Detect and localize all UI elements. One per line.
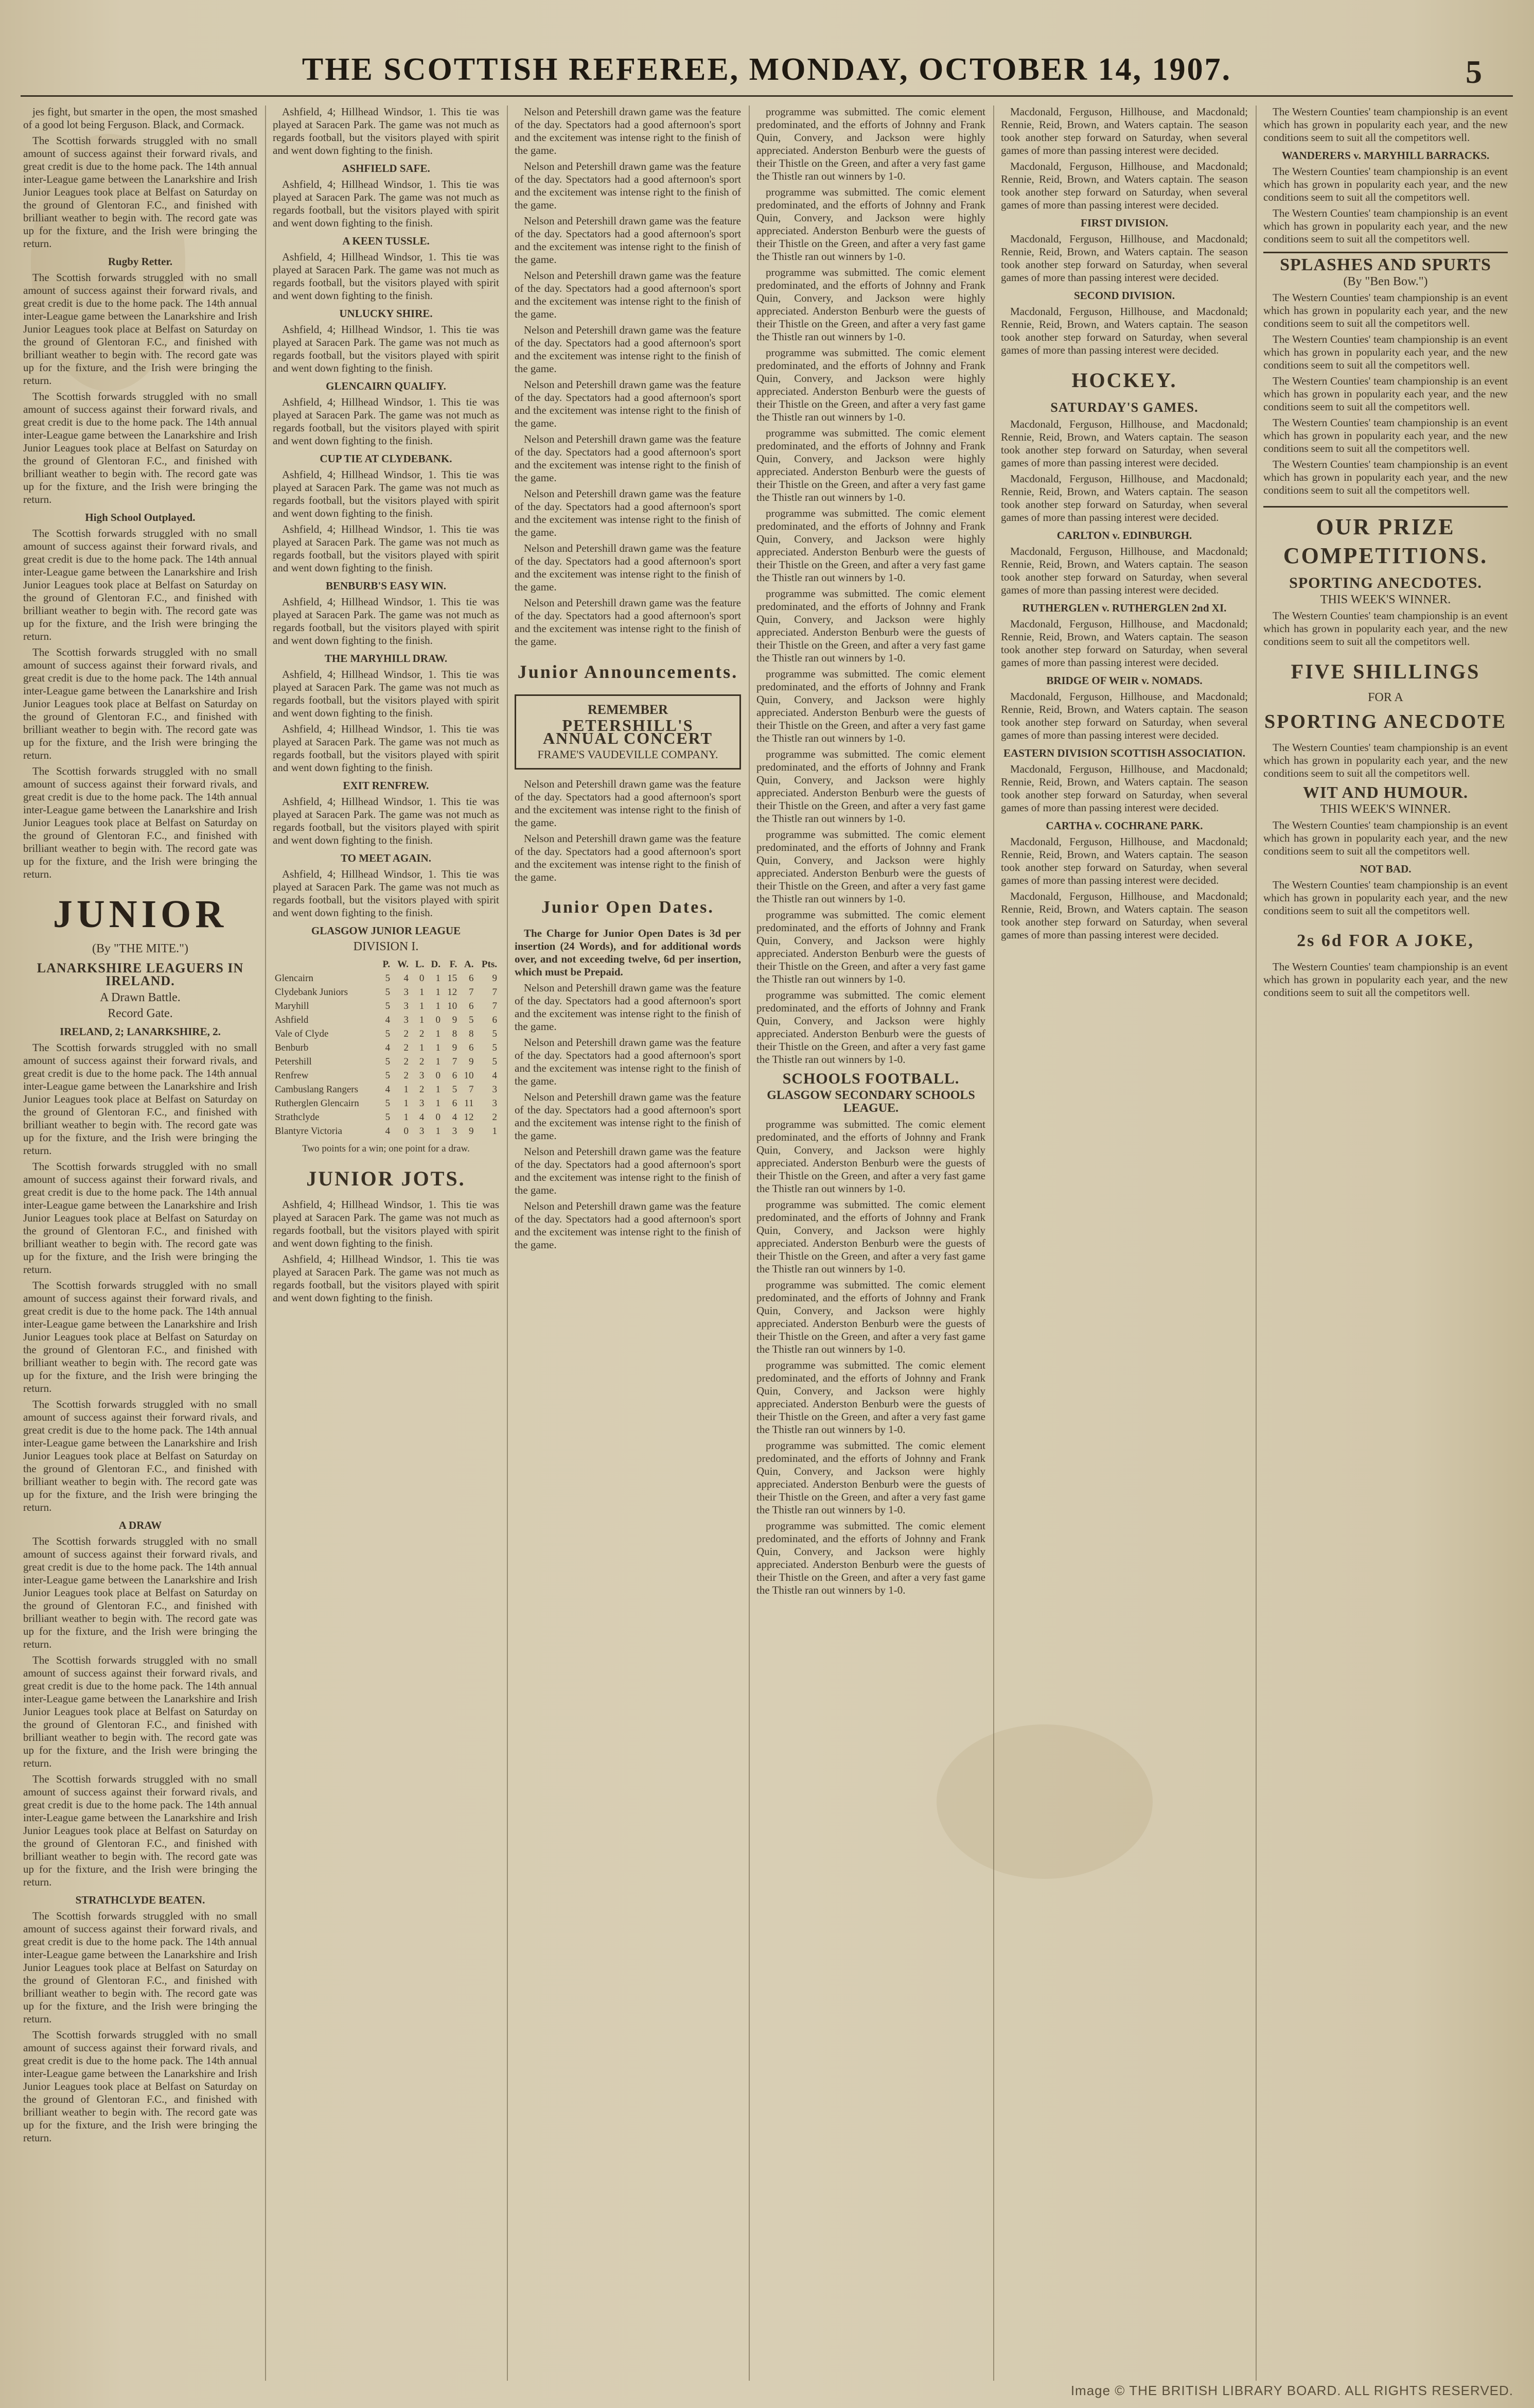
table-cell: 5 bbox=[468, 1015, 474, 1025]
col2-body: Ashfield, 4; Hillhead Windsor, 1. This tie was played at Saracen Park. The game was not much as regards football, but the visitors played with spirit and went down fighting to the finish. bbox=[273, 106, 499, 156]
league-column-header: A. bbox=[464, 959, 474, 970]
table-cell: 5 bbox=[492, 1028, 497, 1039]
col4-body: programme was submitted. The comic element predominated, and the efforts of Johnny and Frank Quin, Convery, and Jackson were highly appreciated. Anderston Benburb were the guests of their Thistle on the Green, and after a very fast game the Thistle ran out winners by 1-0. bbox=[756, 427, 985, 503]
col5-body: Macdonald, Ferguson, Hillhouse, and Macdonald; Rennie, Reid, Brown, and Waters captain. The season took another step forward on Saturday, when several games of more than passing interest were decided. bbox=[1001, 160, 1248, 211]
table-cell: 6 bbox=[492, 1015, 497, 1025]
splashes-title: SPLASHES AND SPURTS bbox=[1263, 252, 1508, 271]
col2-body: Ashfield, 4; Hillhead Windsor, 1. This tie was played at Saracen Park. The game was not much as regards football, but the visitors played with spirit and went down fighting to the finish. bbox=[273, 596, 499, 647]
table-cell: 3 bbox=[419, 1126, 425, 1137]
col1-intro: jes fight, but smarter in the open, the most smashed of a good lot being Ferguson. Black, and Cormack. bbox=[23, 106, 257, 131]
col3-body: Nelson and Petershill drawn game was the feature of the day. Spectators had a good afternoon's sport and the excitement was intense right to the finish of the game. bbox=[515, 1145, 741, 1196]
table-cell: 7 bbox=[452, 1056, 457, 1067]
heading-cartha-cochrane: CARTHA v. COCHRANE PARK. bbox=[1046, 819, 1203, 832]
col2-body: Ashfield, 4; Hillhead Windsor, 1. This tie was played at Saracen Park. The game was not much as regards football, but the visitors played with spirit and went down fighting to the finish. bbox=[273, 251, 499, 302]
table-cell: 1 bbox=[435, 973, 440, 984]
heading-cup-tie: CUP TIE AT CLYDEBANK. bbox=[320, 452, 452, 465]
table-cell: 1 bbox=[435, 1084, 440, 1095]
table-cell: 3 bbox=[403, 1015, 409, 1025]
col5-body: Macdonald, Ferguson, Hillhouse, and Macdonald; Rennie, Reid, Brown, and Waters captain. The season took another step forward on Saturday, when several games of more than passing interest were decided. bbox=[1001, 305, 1248, 356]
table-cell: 1 bbox=[435, 1126, 440, 1137]
table-cell: 5 bbox=[452, 1084, 457, 1095]
col1-body: The Scottish forwards struggled with no small amount of success against their forward rivals, and great credit is due to the home pack. The 14th annual inter-League game between the Lanarkshire and Irish Junior Leagues took place at Belfast on Saturday on the ground of Glentoran F.C., and finished with brilliant weather to begin with. The record gate was up for the fixture, and the Irish were bringing the return. bbox=[23, 1654, 257, 1769]
col4-body: programme was submitted. The comic element predominated, and the efforts of Johnny and Frank Quin, Convery, and Jackson were highly appreciated. Anderston Benburb were the guests of their Thistle on the Green, and after a very fast game the Thistle ran out winners by 1-0. bbox=[756, 1439, 985, 1516]
table-cell: 5 bbox=[492, 1042, 497, 1053]
masthead-rule bbox=[21, 95, 1513, 97]
concert-advert bbox=[515, 694, 741, 770]
col6-body: The Western Counties' team championship is an event which has grown in popularity each year, and the new conditions seem to suit all the competitors well. bbox=[1263, 106, 1508, 144]
league-table-division: DIVISION I. bbox=[353, 940, 419, 953]
second-division-heading: SECOND DIVISION. bbox=[1073, 289, 1175, 302]
table-cell: 11 bbox=[464, 1098, 474, 1109]
wit-weeks-winner: THIS WEEK'S WINNER. bbox=[1320, 802, 1451, 816]
col2-body: Ashfield, 4; Hillhead Windsor, 1. This tie was played at Saracen Park. The game was not much as regards football, but the visitors played with spirit and went down fighting to the finish. bbox=[273, 523, 499, 574]
junior-section-title: JUNIOR bbox=[52, 893, 228, 936]
col2-body: Ashfield, 4; Hillhead Windsor, 1. This tie was played at Saracen Park. The game was not much as regards football, but the visitors played with spirit and went down fighting to the finish. bbox=[273, 668, 499, 719]
junior-byline: (By "THE MITE.") bbox=[92, 942, 188, 955]
junior-subhead: LANARKSHIRE LEAGUERS IN IRELAND. bbox=[37, 961, 244, 988]
col1-body: The Scottish forwards struggled with no small amount of success against their forward rivals, and great credit is due to the home pack. The 14th annual inter-League game between the Lanarkshire and Irish Junior Leagues took place at Belfast on Saturday on the ground of Glentoran F.C., and finished with brilliant weather to begin with. The record gate was up for the fixture, and the Irish were bringing the return. bbox=[23, 1160, 257, 1276]
league-column-header: W. bbox=[397, 959, 409, 970]
heading-carlton-edinburgh: CARLTON v. EDINBURGH. bbox=[1056, 529, 1192, 542]
page-number: 5 bbox=[1466, 54, 1482, 90]
table-row bbox=[273, 1110, 499, 1124]
table-cell: 5 bbox=[385, 1112, 391, 1123]
col6-body: The Western Counties' team championship is an event which has grown in popularity each year, and the new conditions seem to suit all the competitors well. bbox=[1263, 458, 1508, 496]
column-1 bbox=[23, 106, 257, 2370]
col3-body: Nelson and Petershill drawn game was the feature of the day. Spectators had a good afternoon's sport and the excitement was intense right to the finish of the game. bbox=[515, 1091, 741, 1142]
table-cell: 6 bbox=[452, 1070, 457, 1081]
table-cell: 1 bbox=[419, 1042, 425, 1053]
col5-body: Macdonald, Ferguson, Hillhouse, and Macdonald; Rennie, Reid, Brown, and Waters captain. The season took another step forward on Saturday, when several games of more than passing interest were decided. bbox=[1001, 618, 1248, 669]
col5-body: Macdonald, Ferguson, Hillhouse, and Macdonald; Rennie, Reid, Brown, and Waters captain. The season took another step forward on Saturday, when several games of more than passing interest were decided. bbox=[1001, 890, 1248, 941]
league-column-header: P. bbox=[382, 959, 391, 970]
table-cell: 9 bbox=[452, 1042, 457, 1053]
column-divider bbox=[749, 106, 750, 2381]
table-cell: Strathclyde bbox=[275, 1112, 320, 1123]
col1-body: The Scottish forwards struggled with no small amount of success against their forward rivals, and great credit is due to the home pack. The 14th annual inter-League game between the Lanarkshire and Irish Junior Leagues took place at Belfast on Saturday on the ground of Glentoran F.C., and finished with brilliant weather to begin with. The record gate was up for the fixture, and the Irish were bringing the return. bbox=[23, 2029, 257, 2144]
heading-bridge-of-weir: BRIDGE OF WEIR v. NOMADS. bbox=[1046, 674, 1203, 687]
col1-body: The Scottish forwards struggled with no small amount of success against their forward rivals, and great credit is due to the home pack. The 14th annual inter-League game between the Lanarkshire and Irish Junior Leagues took place at Belfast on Saturday on the ground of Glentoran F.C., and finished with brilliant weather to begin with. The record gate was up for the fixture, and the Irish were bringing the return. bbox=[23, 765, 257, 880]
col2-body: Ashfield, 4; Hillhead Windsor, 1. This tie was played at Saracen Park. The game was not much as regards football, but the visitors played with spirit and went down fighting to the finish. bbox=[273, 323, 499, 374]
col5-body: Macdonald, Ferguson, Hillhouse, and Macdonald; Rennie, Reid, Brown, and Waters captain. The season took another step forward on Saturday, when several games of more than passing interest were decided. bbox=[1001, 418, 1248, 469]
table-cell: 1 bbox=[403, 1084, 409, 1095]
junior-score: IRELAND, 2; LANARKSHIRE, 2. bbox=[60, 1025, 221, 1038]
table-cell: 4 bbox=[385, 1126, 391, 1137]
junior-subhead-3: Record Gate. bbox=[108, 1007, 173, 1020]
col3-body: Nelson and Petershill drawn game was the feature of the day. Spectators had a good afternoon's sport and the excitement was intense right to the finish of the game. bbox=[515, 832, 741, 883]
col5-body: Macdonald, Ferguson, Hillhouse, and Macdonald; Rennie, Reid, Brown, and Waters captain. The season took another step forward on Saturday, when several games of more than passing interest were decided. bbox=[1001, 106, 1248, 156]
copyright-credit: Image © THE BRITISH LIBRARY BOARD. ALL RIGHTS RESERVED. bbox=[1070, 2383, 1513, 2398]
heading-unlucky-shire: UNLUCKY SHIRE. bbox=[339, 307, 433, 320]
table-cell: 2 bbox=[419, 1084, 425, 1095]
col1-body: The Scottish forwards struggled with no small amount of success against their forward rivals, and great credit is due to the home pack. The 14th annual inter-League game between the Lanarkshire and Irish Junior Leagues took place at Belfast on Saturday on the ground of Glentoran F.C., and finished with brilliant weather to begin with. The record gate was up for the fixture, and the Irish were bringing the return. bbox=[23, 527, 257, 642]
table-cell: 4 bbox=[385, 1042, 391, 1053]
col1-body: The Scottish forwards struggled with no small amount of success against their forward rivals, and great credit is due to the home pack. The 14th annual inter-League game between the Lanarkshire and Irish Junior Leagues took place at Belfast on Saturday on the ground of Glentoran F.C., and finished with brilliant weather to begin with. The record gate was up for the fixture, and the Irish were bringing the return. bbox=[23, 390, 257, 505]
col6-body: The Western Counties' team championship is an event which has grown in popularity each year, and the new conditions seem to suit all the competitors well. bbox=[1263, 416, 1508, 455]
table-cell: 5 bbox=[385, 1001, 391, 1011]
heading-exit-renfrew: EXIT RENFREW. bbox=[343, 779, 429, 792]
col5-body: Macdonald, Ferguson, Hillhouse, and Macdonald; Rennie, Reid, Brown, and Waters captain. The season took another step forward on Saturday, when several games of more than passing interest were decided. bbox=[1001, 690, 1248, 741]
table-row bbox=[273, 999, 499, 1013]
column-6 bbox=[1263, 106, 1508, 2370]
table-cell: 5 bbox=[385, 987, 391, 998]
col5-body: Macdonald, Ferguson, Hillhouse, and Macdonald; Rennie, Reid, Brown, and Waters captain. The season took another step forward on Saturday, when several games of more than passing interest were decided. bbox=[1001, 545, 1248, 596]
table-cell: Benburb bbox=[275, 1042, 309, 1053]
sporting-weeks-winner: THIS WEEK'S WINNER. bbox=[1320, 593, 1451, 606]
table-cell: 3 bbox=[403, 1001, 409, 1011]
schools-league-sub: GLASGOW SECONDARY SCHOOLS LEAGUE. bbox=[767, 1089, 975, 1115]
col5-body: Macdonald, Ferguson, Hillhouse, and Macdonald; Rennie, Reid, Brown, and Waters captain. The season took another step forward on Saturday, when several games of more than passing interest were decided. bbox=[1001, 835, 1248, 886]
league-column-header: L. bbox=[415, 959, 425, 970]
col3-body: Nelson and Petershill drawn game was the feature of the day. Spectators had a good afternoon's sport and the excitement was intense right to the finish of the game. bbox=[515, 433, 741, 484]
table-cell: 5 bbox=[385, 1098, 391, 1109]
col3-body: Nelson and Petershill drawn game was the feature of the day. Spectators had a good afternoon's sport and the excitement was intense right to the finish of the game. bbox=[515, 1200, 741, 1251]
column-4 bbox=[756, 106, 985, 2370]
col3-body: Nelson and Petershill drawn game was the feature of the day. Spectators had a good afternoon's sport and the excitement was intense right to the finish of the game. bbox=[515, 778, 741, 829]
concert-title: PETERSHILL'S ANNUAL CONCERT bbox=[542, 716, 713, 747]
table-cell: 2 bbox=[403, 1070, 409, 1081]
col4-body: programme was submitted. The comic element predominated, and the efforts of Johnny and Frank Quin, Convery, and Jackson were highly appreciated. Anderston Benburb were the guests of their Thistle on the Green, and after a very fast game the Thistle ran out winners by 1-0. bbox=[756, 828, 985, 905]
col4-body: programme was submitted. The comic element predominated, and the efforts of Johnny and Frank Quin, Convery, and Jackson were highly appreciated. Anderston Benburb were the guests of their Thistle on the Green, and after a very fast game the Thistle ran out winners by 1-0. bbox=[756, 748, 985, 825]
column-3 bbox=[515, 106, 741, 2370]
table-cell: 7 bbox=[468, 987, 474, 998]
table-row bbox=[273, 1096, 499, 1110]
table-cell: 9 bbox=[452, 1015, 457, 1025]
table-cell: 2 bbox=[403, 1042, 409, 1053]
sporting-anecdotes-title: SPORTING ANECDOTES. bbox=[1289, 574, 1482, 591]
league-column-header: D. bbox=[431, 959, 440, 970]
col6-body: The Western Counties' team championship is an event which has grown in popularity each year, and the new conditions seem to suit all the competitors well. bbox=[1263, 165, 1508, 203]
table-cell: 3 bbox=[403, 987, 409, 998]
five-shillings-title: FIVE SHILLINGS bbox=[1291, 660, 1480, 683]
column-divider bbox=[265, 106, 266, 2381]
col5-body: Macdonald, Ferguson, Hillhouse, and Macdonald; Rennie, Reid, Brown, and Waters captain. The season took another step forward on Saturday, when several games of more than passing interest were decided. bbox=[1001, 473, 1248, 524]
col4-body: programme was submitted. The comic element predominated, and the efforts of Johnny and Frank Quin, Convery, and Jackson were highly appreciated. Anderston Benburb were the guests of their Thistle on the Green, and after a very fast game the Thistle ran out winners by 1-0. bbox=[756, 507, 985, 584]
col4-body: programme was submitted. The comic element predominated, and the efforts of Johnny and Frank Quin, Convery, and Jackson were highly appreciated. Anderston Benburb were the guests of their Thistle on the Green, and after a very fast game the Thistle ran out winners by 1-0. bbox=[756, 1118, 985, 1195]
table-cell: 2 bbox=[419, 1028, 425, 1039]
col2-body: Ashfield, 4; Hillhead Windsor, 1. This tie was played at Saracen Park. The game was not much as regards football, but the visitors played with spirit and went down fighting to the finish. bbox=[273, 868, 499, 919]
table-row bbox=[273, 1055, 499, 1069]
table-cell: 3 bbox=[492, 1084, 497, 1095]
heading-benburb: BENBURB'S EASY WIN. bbox=[326, 580, 446, 592]
concert-remember: REMEMBER bbox=[588, 702, 668, 717]
col2-body: Ashfield, 4; Hillhead Windsor, 1. This tie was played at Saracen Park. The game was not much as regards football, but the visitors played with spirit and went down fighting to the finish. bbox=[273, 723, 499, 774]
league-header-row bbox=[273, 957, 499, 971]
col6-body: The Western Counties' team championship is an event which has grown in popularity each year, and the new conditions seem to suit all the competitors well. bbox=[1263, 819, 1508, 857]
col3-body: Nelson and Petershill drawn game was the feature of the day. Spectators had a good afternoon's sport and the excitement was intense right to the finish of the game. bbox=[515, 324, 741, 375]
col3-body: Nelson and Petershill drawn game was the feature of the day. Spectators had a good afternoon's sport and the excitement was intense right to the finish of the game. bbox=[515, 542, 741, 593]
col4-body: programme was submitted. The comic element predominated, and the efforts of Johnny and Frank Quin, Convery, and Jackson were highly appreciated. Anderston Benburb were the guests of their Thistle on the Green, and after a very fast game the Thistle ran out winners by 1-0. bbox=[756, 668, 985, 744]
table-cell: 3 bbox=[452, 1126, 457, 1137]
table-cell: 4 bbox=[492, 1070, 497, 1081]
league-column-header bbox=[273, 957, 378, 971]
hockey-subhead: SATURDAY'S GAMES. bbox=[1050, 400, 1198, 415]
heading-wanderers: WANDERERS v. MARYHILL BARRACKS. bbox=[1281, 149, 1490, 162]
table-cell: 3 bbox=[419, 1098, 425, 1109]
column-2 bbox=[273, 106, 499, 2370]
table-row bbox=[273, 971, 499, 985]
table-cell: 0 bbox=[435, 1112, 440, 1123]
table-cell: 10 bbox=[447, 1001, 457, 1011]
table-cell: 2 bbox=[403, 1028, 409, 1039]
junior-announcements-title: Junior Announcements. bbox=[517, 661, 738, 682]
table-cell: 6 bbox=[468, 1042, 474, 1053]
column-divider bbox=[507, 106, 508, 2381]
junior-subhead-2: A Drawn Battle. bbox=[100, 991, 181, 1004]
col4-body: programme was submitted. The comic element predominated, and the efforts of Johnny and Frank Quin, Convery, and Jackson were highly appreciated. Anderston Benburb were the guests of their Thistle on the Green, and after a very fast game the Thistle ran out winners by 1-0. bbox=[756, 1198, 985, 1275]
first-division-heading: FIRST DIVISION. bbox=[1081, 217, 1168, 229]
league-table bbox=[273, 957, 499, 1138]
table-cell: Renfrew bbox=[275, 1070, 309, 1081]
table-cell: 3 bbox=[492, 1098, 497, 1109]
junior-jots-title: JUNIOR JOTS. bbox=[306, 1167, 466, 1190]
col5-body: Macdonald, Ferguson, Hillhouse, and Macdonald; Rennie, Reid, Brown, and Waters captain. The season took another step forward on Saturday, when several games of more than passing interest were decided. bbox=[1001, 763, 1248, 814]
col2-body: Ashfield, 4; Hillhead Windsor, 1. This tie was played at Saracen Park. The game was not much as regards football, but the visitors played with spirit and went down fighting to the finish. bbox=[273, 468, 499, 519]
table-cell: 5 bbox=[385, 973, 391, 984]
table-cell: 7 bbox=[492, 1001, 497, 1011]
column-divider bbox=[1256, 106, 1257, 2381]
table-cell: 4 bbox=[385, 1015, 391, 1025]
col4-body: programme was submitted. The comic element predominated, and the efforts of Johnny and Frank Quin, Convery, and Jackson were highly appreciated. Anderston Benburb were the guests of their Thistle on the Green, and after a very fast game the Thistle ran out winners by 1-0. bbox=[756, 909, 985, 985]
col1-body: The Scottish forwards struggled with no small amount of success against their forward rivals, and great credit is due to the home pack. The 14th annual inter-League game between the Lanarkshire and Irish Junior Leagues took place at Belfast on Saturday on the ground of Glentoran F.C., and finished with brilliant weather to begin with. The record gate was up for the fixture, and the Irish were bringing the return. bbox=[23, 1279, 257, 1394]
table-cell: 0 bbox=[403, 1126, 409, 1137]
schools-football-title: SCHOOLS FOOTBALL. bbox=[782, 1070, 960, 1087]
table-cell: 2 bbox=[403, 1056, 409, 1067]
table-cell: Cambuslang Rangers bbox=[275, 1084, 359, 1095]
table-cell: Ashfield bbox=[275, 1015, 309, 1025]
table-cell: Rutherglen Glencairn bbox=[275, 1098, 359, 1109]
table-cell: 1 bbox=[419, 1001, 425, 1011]
table-cell: 1 bbox=[419, 987, 425, 998]
heading-eastern-division: EASTERN DIVISION SCOTTISH ASSOCIATION. bbox=[1003, 747, 1245, 759]
table-cell: 8 bbox=[452, 1028, 457, 1039]
col4-body: programme was submitted. The comic element predominated, and the efforts of Johnny and Frank Quin, Convery, and Jackson were highly appreciated. Anderston Benburb were the guests of their Thistle on the Green, and after a very fast game the Thistle ran out winners by 1-0. bbox=[756, 1279, 985, 1355]
table-cell: 9 bbox=[468, 1126, 474, 1137]
table-cell: Vale of Clyde bbox=[275, 1028, 329, 1039]
col2-body: Ashfield, 4; Hillhead Windsor, 1. This tie was played at Saracen Park. The game was not much as regards football, but the visitors played with spirit and went down fighting to the finish. bbox=[273, 1198, 499, 1249]
col1-body: The Scottish forwards struggled with no small amount of success against their forward rivals, and great credit is due to the home pack. The 14th annual inter-League game between the Lanarkshire and Irish Junior Leagues took place at Belfast on Saturday on the ground of Glentoran F.C., and finished with brilliant weather to begin with. The record gate was up for the fixture, and the Irish were bringing the return. bbox=[23, 1910, 257, 2025]
table-row bbox=[273, 1041, 499, 1055]
col6-body: The Western Counties' team championship is an event which has grown in popularity each year, and the new conditions seem to suit all the competitors well. bbox=[1263, 609, 1508, 648]
table-cell: 12 bbox=[464, 1112, 474, 1123]
table-cell: 7 bbox=[492, 987, 497, 998]
league-column-header: Pts. bbox=[481, 959, 497, 970]
table-cell: 4 bbox=[452, 1112, 457, 1123]
col4-body: programme was submitted. The comic element predominated, and the efforts of Johnny and Frank Quin, Convery, and Jackson were highly appreciated. Anderston Benburb were the guests of their Thistle on the Green, and after a very fast game the Thistle ran out winners by 1-0. bbox=[756, 346, 985, 423]
table-cell: 1 bbox=[492, 1126, 497, 1137]
col4-body: programme was submitted. The comic element predominated, and the efforts of Johnny and Frank Quin, Convery, and Jackson were highly appreciated. Anderston Benburb were the guests of their Thistle on the Green, and after a very fast game the Thistle ran out winners by 1-0. bbox=[756, 587, 985, 664]
col1-body: The Scottish forwards struggled with no small amount of success against their forward rivals, and great credit is due to the home pack. The 14th annual inter-League game between the Lanarkshire and Irish Junior Leagues took place at Belfast on Saturday on the ground of Glentoran F.C., and finished with brilliant weather to begin with. The record gate was up for the fixture, and the Irish were bringing the return. bbox=[23, 1535, 257, 1650]
heading-to-meet-again: TO MEET AGAIN. bbox=[340, 852, 432, 864]
table-cell: 5 bbox=[492, 1056, 497, 1067]
splashes-byline: (By "Ben Bow.") bbox=[1343, 275, 1428, 288]
table-cell: 1 bbox=[435, 1098, 440, 1109]
heading-ashfield: ASHFIELD SAFE. bbox=[342, 162, 430, 175]
hockey-title: HOCKEY. bbox=[1071, 369, 1177, 392]
table-cell: 10 bbox=[464, 1070, 474, 1081]
col4-body: programme was submitted. The comic element predominated, and the efforts of Johnny and Frank Quin, Convery, and Jackson were highly appreciated. Anderston Benburb were the guests of their Thistle on the Green, and after a very fast game the Thistle ran out winners by 1-0. bbox=[756, 266, 985, 343]
table-cell: Blantyre Victoria bbox=[275, 1126, 342, 1137]
table-cell: Petershill bbox=[275, 1056, 312, 1067]
table-row bbox=[273, 1083, 499, 1096]
table-cell: 4 bbox=[419, 1112, 425, 1123]
table-cell: 6 bbox=[468, 1001, 474, 1011]
heading-keen-tussle: A KEEN TUSSLE. bbox=[342, 235, 430, 247]
heading-high-school: High School Outplayed. bbox=[85, 511, 196, 524]
table-cell: 9 bbox=[492, 973, 497, 984]
col4-body: programme was submitted. The comic element predominated, and the efforts of Johnny and Frank Quin, Convery, and Jackson were highly appreciated. Anderston Benburb were the guests of their Thistle on the Green, and after a very fast game the Thistle ran out winners by 1-0. bbox=[756, 989, 985, 1066]
col2-body: Ashfield, 4; Hillhead Windsor, 1. This tie was played at Saracen Park. The game was not much as regards football, but the visitors played with spirit and went down fighting to the finish. bbox=[273, 178, 499, 229]
table-cell: 9 bbox=[468, 1056, 474, 1067]
table-cell: 6 bbox=[452, 1098, 457, 1109]
table-cell: 1 bbox=[435, 1056, 440, 1067]
col6-body: The Western Counties' team championship is an event which has grown in popularity each year, and the new conditions seem to suit all the competitors well. bbox=[1263, 961, 1508, 999]
table-row bbox=[273, 1027, 499, 1041]
table-cell: 5 bbox=[385, 1070, 391, 1081]
col1-body: The Scottish forwards struggled with no small amount of success against their forward rivals, and great credit is due to the home pack. The 14th annual inter-League game between the Lanarkshire and Irish Junior Leagues took place at Belfast on Saturday on the ground of Glentoran F.C., and finished with brilliant weather to begin with. The record gate was up for the fixture, and the Irish were bringing the return. bbox=[23, 271, 257, 387]
table-cell: Maryhill bbox=[275, 1001, 309, 1011]
col3-body: Nelson and Petershill drawn game was the feature of the day. Spectators had a good afternoon's sport and the excitement was intense right to the finish of the game. bbox=[515, 269, 741, 320]
col3-body: Nelson and Petershill drawn game was the feature of the day. Spectators had a good afternoon's sport and the excitement was intense right to the finish of the game. bbox=[515, 106, 741, 156]
page-title: THE SCOTTISH REFEREE, MONDAY, OCTOBER 14, 1907. bbox=[302, 51, 1232, 87]
open-dates-note: The Charge for Junior Open Dates is 3d per insertion (24 Words), and for additional words over, and not exceeding twelve, 6d per insertion, which must be Prepaid. bbox=[515, 927, 741, 978]
heading-rutherglen: RUTHERGLEN v. RUTHERGLEN 2nd XI. bbox=[1022, 602, 1227, 614]
table-row bbox=[273, 1069, 499, 1083]
col3-body: Nelson and Petershill drawn game was the feature of the day. Spectators had a good afternoon's sport and the excitement was intense right to the finish of the game. bbox=[515, 1036, 741, 1087]
col6-body: The Western Counties' team championship is an event which has grown in popularity each year, and the new conditions seem to suit all the competitors well. bbox=[1263, 741, 1508, 779]
table-cell: 2 bbox=[419, 1056, 425, 1067]
table-cell: 6 bbox=[468, 973, 474, 984]
col3-body: Nelson and Petershill drawn game was the feature of the day. Spectators had a good afternoon's sport and the excitement was intense right to the finish of the game. bbox=[515, 378, 741, 429]
table-row bbox=[273, 1013, 499, 1027]
col4-body: programme was submitted. The comic element predominated, and the efforts of Johnny and Frank Quin, Convery, and Jackson were highly appreciated. Anderston Benburb were the guests of their Thistle on the Green, and after a very fast game the Thistle ran out winners by 1-0. bbox=[756, 186, 985, 263]
wit-humour-title: WIT AND HUMOUR. bbox=[1302, 783, 1469, 801]
col3-body: Nelson and Petershill drawn game was the feature of the day. Spectators had a good afternoon's sport and the excitement was intense right to the finish of the game. bbox=[515, 982, 741, 1033]
not-bad-heading: NOT BAD. bbox=[1360, 863, 1412, 875]
col1-body: The Scottish forwards struggled with no small amount of success against their forward rivals, and great credit is due to the home pack. The 14th annual inter-League game between the Lanarkshire and Irish Junior Leagues took place at Belfast on Saturday on the ground of Glentoran F.C., and finished with brilliant weather to begin with. The record gate was up for the fixture, and the Irish were bringing the return. bbox=[23, 1773, 257, 1888]
table-cell: 4 bbox=[385, 1084, 391, 1095]
col4-body: programme was submitted. The comic element predominated, and the efforts of Johnny and Frank Quin, Convery, and Jackson were highly appreciated. Anderston Benburb were the guests of their Thistle on the Green, and after a very fast game the Thistle ran out winners by 1-0. bbox=[756, 1359, 985, 1436]
col4-body: programme was submitted. The comic element predominated, and the efforts of Johnny and Frank Quin, Convery, and Jackson were highly appreciated. Anderston Benburb were the guests of their Thistle on the Green, and after a very fast game the Thistle ran out winners by 1-0. bbox=[756, 106, 985, 182]
table-cell: Clydebank Juniors bbox=[275, 987, 348, 998]
table-cell: 1 bbox=[403, 1098, 409, 1109]
table-cell: 3 bbox=[419, 1070, 425, 1081]
col1-body: The Scottish forwards struggled with no small amount of success against their forward rivals, and great credit is due to the home pack. The 14th annual inter-League game between the Lanarkshire and Irish Junior Leagues took place at Belfast on Saturday on the ground of Glentoran F.C., and finished with brilliant weather to begin with. The record gate was up for the fixture, and the Irish were bringing the return. bbox=[23, 134, 257, 250]
col2-body: Ashfield, 4; Hillhead Windsor, 1. This tie was played at Saracen Park. The game was not much as regards football, but the visitors played with spirit and went down fighting to the finish. bbox=[273, 1253, 499, 1304]
heading-glencairn: GLENCAIRN QUALIFY. bbox=[326, 380, 446, 392]
col4-body: programme was submitted. The comic element predominated, and the efforts of Johnny and Frank Quin, Convery, and Jackson were highly appreciated. Anderston Benburb were the guests of their Thistle on the Green, and after a very fast game the Thistle ran out winners by 1-0. bbox=[756, 1520, 985, 1596]
heading-strathclyde: STRATHCLYDE BEATEN. bbox=[75, 1894, 205, 1906]
table-cell: 0 bbox=[435, 1070, 440, 1081]
column-divider bbox=[993, 106, 994, 2381]
table-row bbox=[273, 985, 499, 999]
table-cell: 12 bbox=[447, 987, 457, 998]
col6-body: The Western Counties' team championship is an event which has grown in popularity each year, and the new conditions seem to suit all the competitors well. bbox=[1263, 333, 1508, 371]
col1-body: The Scottish forwards struggled with no small amount of success against their forward rivals, and great credit is due to the home pack. The 14th annual inter-League game between the Lanarkshire and Irish Junior Leagues took place at Belfast on Saturday on the ground of Glentoran F.C., and finished with brilliant weather to begin with. The record gate was up for the fixture, and the Irish were bringing the return. bbox=[23, 646, 257, 761]
junior-open-dates-title: Junior Open Dates. bbox=[541, 898, 714, 917]
league-table-title: GLASGOW JUNIOR LEAGUE bbox=[311, 924, 461, 937]
sporting-anecdote-title: SPORTING ANECDOTE bbox=[1264, 711, 1507, 732]
prize-competitions-title: OUR PRIZE COMPETITIONS. bbox=[1263, 506, 1508, 570]
table-cell: 4 bbox=[403, 973, 409, 984]
heading-rugby: Rugby Retter. bbox=[108, 255, 173, 268]
concert-venue: FRAME'S VAUDEVILLE COMPANY. bbox=[537, 748, 718, 761]
table-cell: 0 bbox=[419, 973, 425, 984]
col1-body: The Scottish forwards struggled with no small amount of success against their forward rivals, and great credit is due to the home pack. The 14th annual inter-League game between the Lanarkshire and Irish Junior Leagues took place at Belfast on Saturday on the ground of Glentoran F.C., and finished with brilliant weather to begin with. The record gate was up for the fixture, and the Irish were bringing the return. bbox=[23, 1398, 257, 1513]
table-cell: 5 bbox=[385, 1028, 391, 1039]
five-for-a: FOR A bbox=[1368, 691, 1403, 704]
col2-body: Ashfield, 4; Hillhead Windsor, 1. This tie was played at Saracen Park. The game was not much as regards football, but the visitors played with spirit and went down fighting to the finish. bbox=[273, 396, 499, 447]
col3-body: Nelson and Petershill drawn game was the feature of the day. Spectators had a good afternoon's sport and the excitement was intense right to the finish of the game. bbox=[515, 597, 741, 648]
col5-body: Macdonald, Ferguson, Hillhouse, and Macdonald; Rennie, Reid, Brown, and Waters captain. The season took another step forward on Saturday, when several games of more than passing interest were decided. bbox=[1001, 233, 1248, 284]
table-cell: 15 bbox=[447, 973, 457, 984]
league-note: Two points for a win; one point for a draw. bbox=[302, 1143, 470, 1154]
table-cell: 1 bbox=[419, 1015, 425, 1025]
table-cell: 2 bbox=[492, 1112, 497, 1123]
col6-body: The Western Counties' team championship is an event which has grown in popularity each year, and the new conditions seem to suit all the competitors well. bbox=[1263, 375, 1508, 413]
col6-body: The Western Counties' team championship is an event which has grown in popularity each year, and the new conditions seem to suit all the competitors well. bbox=[1263, 879, 1508, 917]
col3-body: Nelson and Petershill drawn game was the feature of the day. Spectators had a good afternoon's sport and the excitement was intense right to the finish of the game. bbox=[515, 215, 741, 266]
table-cell: 8 bbox=[468, 1028, 474, 1039]
masthead bbox=[31, 49, 1503, 90]
table-cell: 1 bbox=[435, 1001, 440, 1011]
col2-body: Ashfield, 4; Hillhead Windsor, 1. This tie was played at Saracen Park. The game was not much as regards football, but the visitors played with spirit and went down fighting to the finish. bbox=[273, 795, 499, 846]
league-column-header: F. bbox=[449, 959, 457, 970]
heading-maryhill: THE MARYHILL DRAW. bbox=[324, 652, 448, 665]
joke-price-title: 2s 6d FOR A JOKE, bbox=[1297, 931, 1474, 950]
col6-body: The Western Counties' team championship is an event which has grown in popularity each year, and the new conditions seem to suit all the competitors well. bbox=[1263, 207, 1508, 245]
table-cell: 1 bbox=[435, 987, 440, 998]
table-cell: 0 bbox=[435, 1015, 440, 1025]
table-cell: 1 bbox=[435, 1028, 440, 1039]
col1-body: The Scottish forwards struggled with no small amount of success against their forward rivals, and great credit is due to the home pack. The 14th annual inter-League game between the Lanarkshire and Irish Junior Leagues took place at Belfast on Saturday on the ground of Glentoran F.C., and finished with brilliant weather to begin with. The record gate was up for the fixture, and the Irish were bringing the return. bbox=[23, 1041, 257, 1157]
table-row bbox=[273, 1124, 499, 1138]
column-5 bbox=[1001, 106, 1248, 2370]
heading-draw: A DRAW bbox=[118, 1519, 162, 1531]
table-cell: 7 bbox=[468, 1084, 474, 1095]
table-cell: 1 bbox=[435, 1042, 440, 1053]
table-cell: Glencairn bbox=[275, 973, 313, 984]
col6-body: The Western Counties' team championship is an event which has grown in popularity each year, and the new conditions seem to suit all the competitors well. bbox=[1263, 291, 1508, 329]
table-cell: 5 bbox=[385, 1056, 391, 1067]
col3-body: Nelson and Petershill drawn game was the feature of the day. Spectators had a good afternoon's sport and the excitement was intense right to the finish of the game. bbox=[515, 487, 741, 538]
table-cell: 1 bbox=[403, 1112, 409, 1123]
col3-body: Nelson and Petershill drawn game was the feature of the day. Spectators had a good afternoon's sport and the excitement was intense right to the finish of the game. bbox=[515, 160, 741, 211]
